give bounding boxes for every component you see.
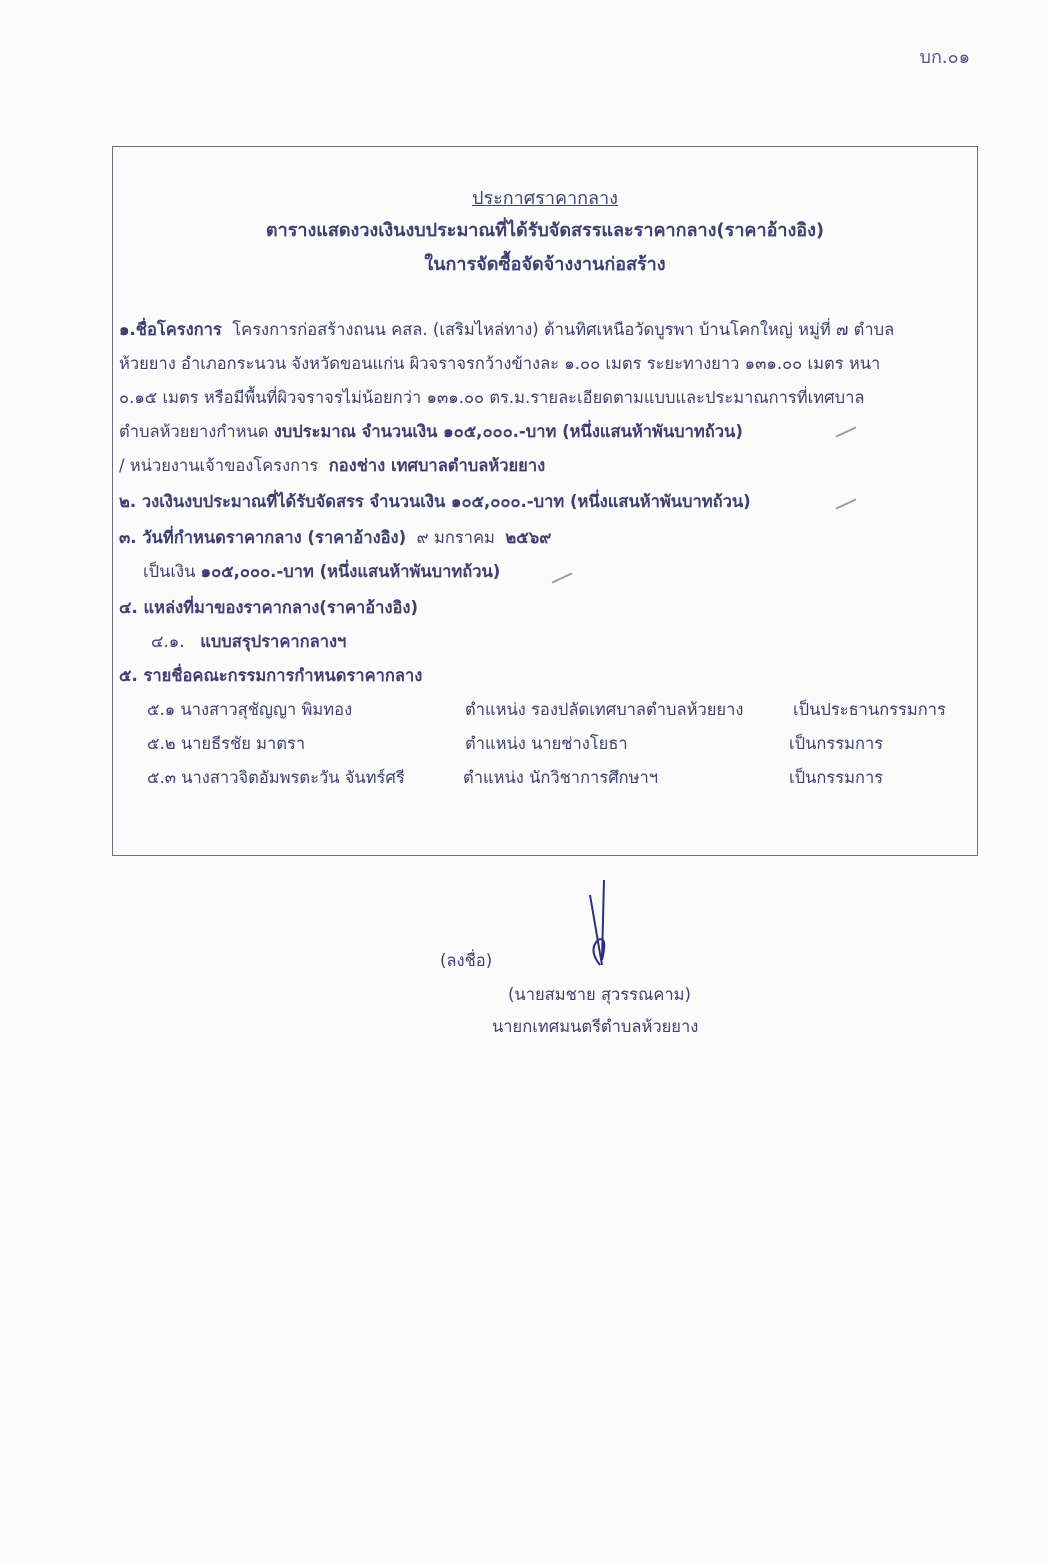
item4-sub [151,631,967,653]
item3-line1 [119,527,967,549]
item3-date: ๙ มกราคม [416,528,495,547]
member-name: ๕.๒ นายธีรชัย มาตรา [147,734,306,753]
item3-label: ๓. วันที่กำหนดราคากลาง (ราคาอ้างอิง) [119,528,407,547]
announcement-subtitle-2: ในการจัดซื้อจัดจ้างงานก่อสร้าง [424,254,666,275]
committee-row [147,731,971,753]
item1-line5-plain: / หน่วยงานเจ้าของโครงการ [119,456,319,475]
announcement-title: ประกาศราคากลาง [472,188,618,209]
member-role: เป็นกรรมการ [789,734,884,753]
item5 [119,665,967,687]
item5-label: ๕. รายชื่อคณะกรรมการกำหนดราคากลาง [119,666,423,685]
item3-amount-plain: เป็นเงิน [143,562,196,581]
item1-line3: ๐.๑๕ เมตร หรือมีพื้นที่ผิวจราจรไม่น้อยกว่า ๑๓๑.๐๐ ตร.ม.รายละเอียดตามแบบและประมาณการที่เทศบาล [119,388,865,407]
item4 [119,597,967,619]
member-name: ๕.๓ นางสาวจิตอัมพรตะวัน จันทร์ศรี [147,768,405,787]
item3-year: ๒๕๖๙ [505,528,552,547]
item2-text: ๒. วงเงินงบประมาณที่ได้รับจัดสรร จำนวนเงิน ๑๐๕,๐๐๐.-บาท (หนึ่งแสนห้าพันบาทถ้วน) [119,492,751,511]
member-role: เป็นประธานกรรมการ [793,700,946,719]
member-position: ตำแหน่ง นักวิชาการศึกษาฯ [463,768,659,787]
member-role: เป็นกรรมการ [789,768,884,787]
item2 [119,491,967,513]
signature-label: (ลงชื่อ) [440,951,493,970]
announcement-subtitle-1: ตารางแสดงวงเงินงบประมาณที่ได้รับจัดสรรและราคากลาง(ราคาอ้างอิง) [265,220,825,241]
signer-title: นายกเทศมนตรีตำบลห้วยยาง [492,1017,699,1036]
item3-amount: ๑๐๕,๐๐๐.-บาท (หนึ่งแสนห้าพันบาทถ้วน) [200,562,501,581]
signer-name: (นายสมชาย สุวรรณคาม) [508,985,691,1004]
item1-budget: งบประมาณ จำนวนเงิน ๑๐๕,๐๐๐.-บาท (หนึ่งแสนห้าพันบาทถ้วน) [273,422,743,441]
member-position: ตำแหน่ง นายช่างโยธา [465,734,628,753]
item1-line1 [119,319,967,341]
item4-label: ๔. แหล่งที่มาของราคากลาง(ราคาอ้างอิง) [119,598,419,617]
member-position: ตำแหน่ง รองปลัดเทศบาลตำบลห้วยยาง [465,700,744,719]
item1-line5 [119,455,967,477]
member-name: ๕.๑ นางสาวสุชัญญา พิมทอง [147,700,353,719]
item4-sub-number: ๔.๑. [151,632,185,651]
committee-row [147,765,971,787]
item1-line2: ห้วยยาง อำเภอกระนวน จังหวัดขอนแก่น ผิวจราจรกว้างข้างละ ๑.๐๐ เมตร ระยะทางยาว ๑๓๑.๐๐ เมตร หนา [119,354,881,373]
document-code: บก.๐๑ [919,47,970,68]
committee-row [147,697,971,719]
item1-label: ๑.ชื่อโครงการ [119,320,222,339]
announcement-box [112,146,978,856]
item1-agency: กองช่าง เทศบาลตำบลห้วยยาง [328,456,546,475]
signature-mark [580,880,630,980]
item1-line4-plain: ตำบลห้วยยางกำหนด [119,422,269,441]
item4-sub-text: แบบสรุปราคากลางฯ [200,632,347,651]
item1-line4 [119,421,967,443]
item1-text-1: โครงการก่อสร้างถนน คสล. (เสริมไหล่ทาง) ด้านทิศเหนือวัดบูรพา บ้านโคกใหญ่ หมู่ที่ ๗ ตำบล [232,320,895,339]
